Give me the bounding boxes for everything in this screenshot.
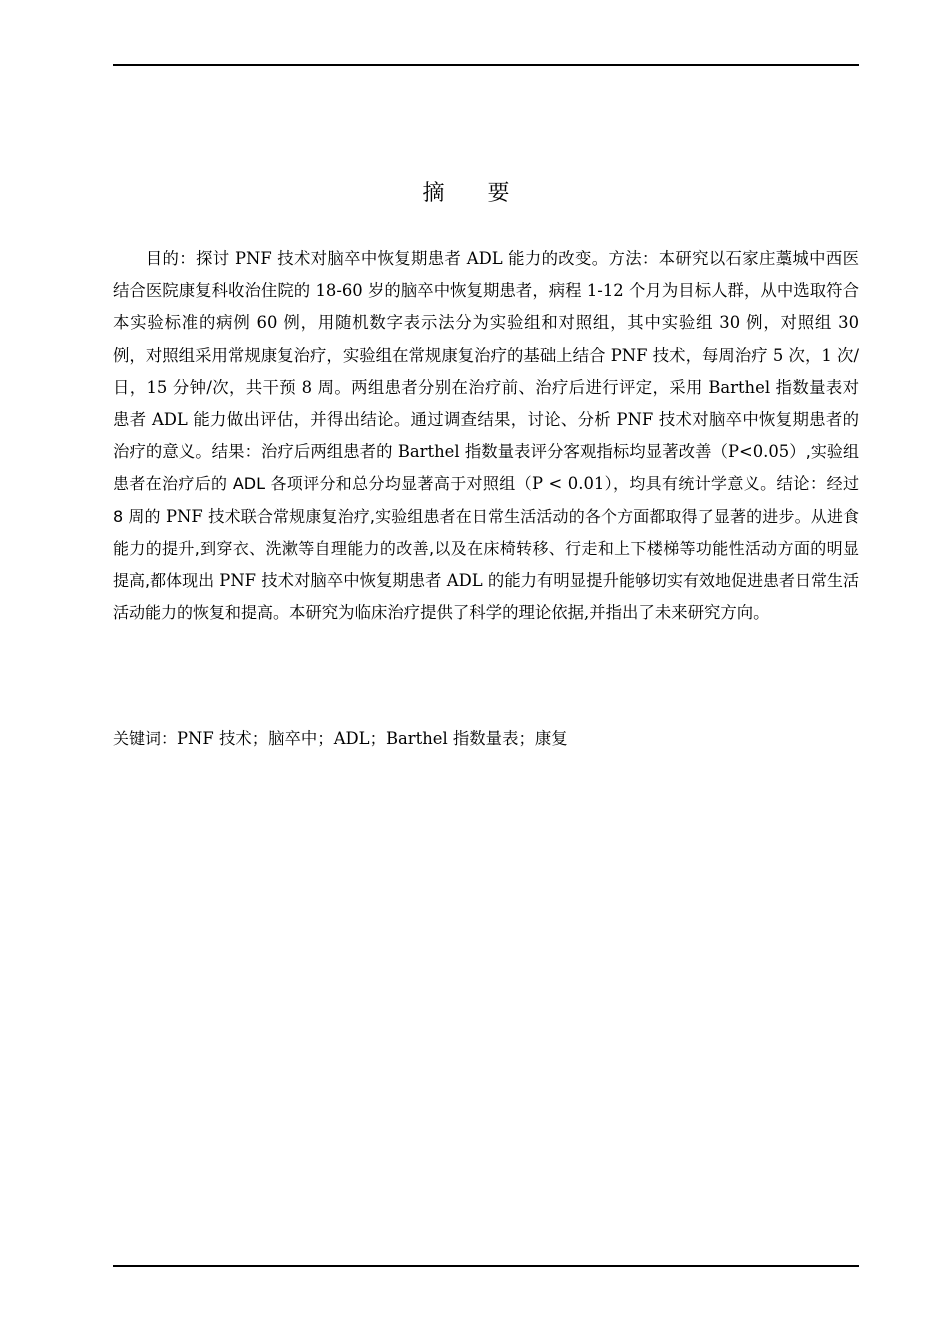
abstract-text-part: 结论： <box>776 474 827 494</box>
abstract-text-part: 术联合常规康复治疗,实验组患者在日常生活活动的各个方面都取得了显著的进步。从进食能力的提升,到穿衣、洗漱等自理能力的改善,以及在床椅转移、行走和上下楼梯等功能性活动方面的明显提高,都体现出 <box>113 506 859 591</box>
abstract-text-part: 能够切实有效地促进患者日常生活活动能力的恢复和提高。 <box>113 571 859 623</box>
abstract-text-part: 经过 8 周的 <box>113 474 859 526</box>
footer-rule <box>113 1265 859 1267</box>
keywords-line <box>113 723 859 755</box>
abstract-title: 摘 要 <box>422 181 528 206</box>
abstract-text-part: PNF 技术对脑卒中恢复期患者 ADL 的能力有明显提升 <box>214 571 619 591</box>
header-rule <box>113 64 859 66</box>
abstract-text-part: PNF 技 <box>160 506 225 526</box>
abstract-text-part: ），均具有统计学意义。 <box>604 474 777 494</box>
abstract-text-part: 目的：探讨 PNF 技术对脑卒中恢复期患者 ADL 能力的改变。方法：本研究以石家庄藁城中西医结合医院康复科收治住院的 18-60 岁的脑卒中恢复期患者，病程 1-12 个月为目标人群，从中选取符合本实验标准的病例 60 例，用随机数字表示法分为实验组和对照组，其中实验组 30 例，对照组 30 例，对照组采用常规康复治疗，实验组在常规康复治疗的基础上结合 PNF 技术，每周治疗 5 次，1 次/日，15 分钟/次，共干预 8 周。两组患者分别在治疗前、治疗后进行评定，采用 Barthel 指数量表对患者 ADL 能力做出评估，并得出结论。通过调查结果，讨论、分析 PNF 技术对脑卒中恢复期患者的治疗的意义。结果：治疗后两组患者的 Barthel 指数量表评分客观指标均显著改善（P<0.05） <box>113 249 859 462</box>
keywords-text: PNF 技术；脑卒中；ADL；Barthel 指数量表；康复 <box>177 729 568 748</box>
abstract-text-part: 本研究为临床治疗提供了科学的理论依据,并指出了未来研究方向。 <box>289 603 770 623</box>
keywords-label: 关键词： <box>113 729 178 748</box>
abstract-text-part: ,实验组患者在治疗后的 ADL 各项评分和总分均显著高于对照组（ <box>113 442 859 494</box>
abstract-body <box>113 243 859 629</box>
abstract-text-part: P < 0.01 <box>531 474 605 494</box>
